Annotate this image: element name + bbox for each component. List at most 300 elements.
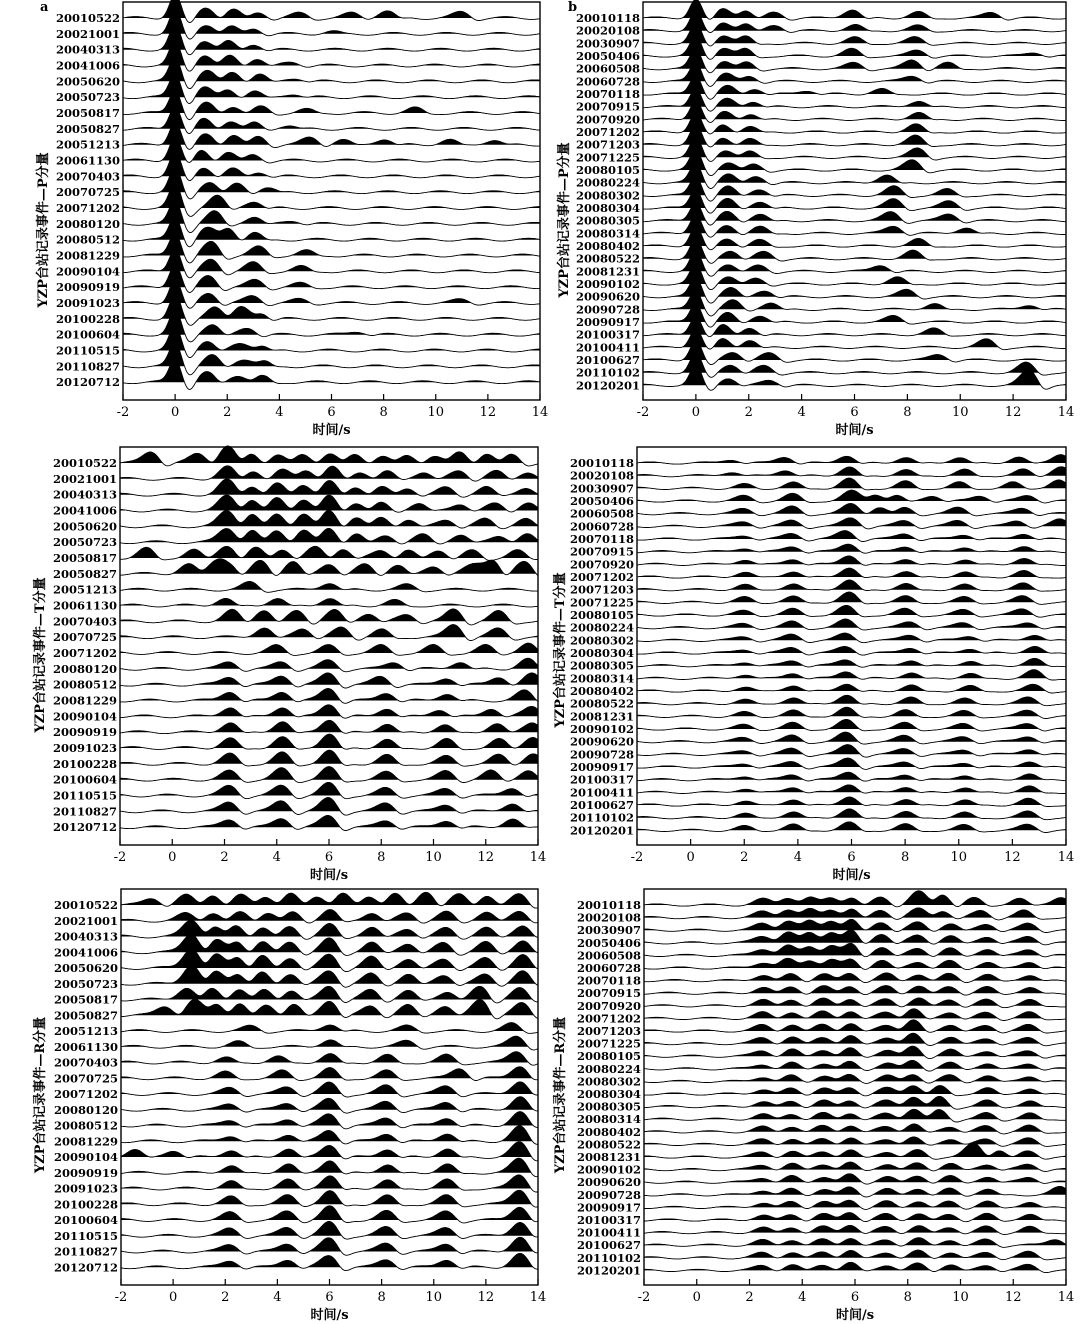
y-axis-title: YZP台站记录事件—T分量: [553, 572, 568, 728]
x-tick-label: -2: [630, 850, 644, 865]
x-tick-label: 2: [223, 405, 232, 420]
event-label: 20090919: [53, 1165, 118, 1180]
x-tick-label: 6: [327, 405, 336, 420]
event-label: 20071202: [569, 570, 634, 584]
event-label: 20070920: [576, 998, 641, 1013]
trace-fill: [123, 167, 540, 192]
event-label: 20070118: [575, 87, 640, 101]
trace-fill: [121, 1175, 538, 1189]
event-label: 20081229: [52, 693, 117, 708]
event-label: 20030907: [576, 923, 641, 938]
trace-fill: [643, 190, 1066, 208]
event-label: 20070920: [575, 112, 640, 127]
event-label: 20120201: [569, 823, 634, 838]
x-tick-label: 12: [1004, 405, 1022, 420]
trace-fill: [643, 341, 1066, 360]
trace-fill: [643, 329, 1066, 347]
trace-line: [643, 251, 1066, 276]
trace-fill: [123, 122, 540, 145]
x-axis-title: 时间/s: [312, 423, 351, 438]
event-label: 20080314: [575, 226, 640, 241]
event-label: 20050620: [53, 961, 118, 975]
trace-fill: [121, 1237, 538, 1251]
trace-fill: [123, 152, 540, 176]
x-tick-label: 0: [168, 1290, 178, 1305]
trace-line: [123, 167, 540, 199]
x-tick-label: 0: [686, 850, 695, 865]
panels: [32, 0, 1074, 1323]
x-tick-label: 6: [324, 850, 334, 865]
trace-fill: [123, 233, 540, 255]
event-label: 20080305: [575, 213, 640, 228]
event-label: 20051213: [52, 582, 117, 597]
x-tick-label: 12: [477, 1290, 495, 1305]
event-label: 20100604: [53, 1213, 118, 1227]
trace-fill: [120, 528, 538, 542]
event-label: 20040313: [55, 42, 120, 57]
trace-fill: [120, 720, 538, 732]
trace-fill: [121, 1082, 538, 1094]
event-label: 20070725: [53, 1071, 118, 1086]
event-label: 20090919: [55, 280, 120, 295]
trace-fill: [120, 495, 538, 510]
trace-fill: [644, 1109, 1066, 1119]
event-label: 20050620: [52, 519, 117, 534]
panel-letter-a: a: [40, 0, 49, 15]
event-label: 20090104: [53, 1150, 118, 1164]
trace-fill: [121, 1222, 538, 1236]
trace-line: [123, 0, 540, 23]
x-tick-label: 6: [847, 850, 856, 865]
trace-fill: [123, 74, 540, 97]
y-axis-title: YZP台站记录事件—P分量: [36, 152, 51, 308]
event-label: 20060728: [575, 74, 640, 89]
event-label: 20070725: [55, 185, 120, 200]
trace-fill: [644, 973, 1066, 981]
event-label: 20080512: [52, 677, 117, 692]
x-axis-title: 时间/s: [835, 423, 874, 438]
event-label: 20071202: [575, 125, 640, 139]
trace-line: [123, 137, 540, 163]
x-tick-label: 14: [529, 1290, 547, 1305]
trace-fill: [644, 1225, 1066, 1232]
event-label: 20090917: [569, 760, 634, 774]
trace-line: [643, 150, 1066, 175]
x-tick-label: 10: [425, 850, 442, 865]
event-label: 20050827: [53, 1008, 118, 1023]
event-label: 20061130: [52, 598, 117, 613]
trace-fill: [123, 326, 540, 351]
event-label: 20120712: [55, 375, 120, 390]
event-label: 20050817: [52, 551, 117, 565]
x-tick-label: 8: [900, 850, 910, 865]
event-label: 20021001: [52, 471, 117, 486]
x-tick-label: 0: [691, 405, 701, 420]
trace-fill: [643, 215, 1066, 233]
trace-line: [643, 277, 1066, 303]
trace-line: [643, 317, 1066, 337]
event-label: 20080522: [576, 1137, 641, 1152]
event-label: 20061130: [55, 153, 120, 168]
event-label: 20071202: [52, 646, 117, 660]
trace-fill: [123, 279, 540, 303]
trace-fill: [637, 605, 1066, 615]
x-tick-label: 2: [744, 405, 753, 420]
trace-fill: [643, 101, 1066, 119]
event-label: 20050723: [53, 976, 118, 991]
plot-frame: [123, 2, 540, 400]
event-label: 20050817: [55, 106, 120, 120]
event-label: 20080224: [575, 175, 640, 190]
trace-fill: [120, 510, 538, 526]
event-label: 20041006: [55, 58, 120, 73]
trace-line: [643, 341, 1066, 365]
trace-line: [643, 190, 1066, 213]
event-label: 20071225: [569, 595, 634, 610]
event-label: 20070403: [55, 169, 120, 184]
event-label: 20050827: [52, 566, 117, 581]
event-label: 20080512: [53, 1118, 118, 1133]
trace-line: [643, 353, 1066, 377]
event-label: 20010522: [53, 898, 118, 912]
event-label: 20020108: [575, 23, 640, 38]
event-label: 20081231: [569, 709, 634, 724]
event-label: 20080402: [569, 684, 634, 698]
event-label: 20050723: [55, 90, 120, 105]
event-label: 20090102: [575, 277, 640, 291]
x-tick-label: 2: [221, 1290, 230, 1305]
trace-fill: [120, 734, 538, 748]
y-axis-title: YZP台站记录事件—P分量: [557, 142, 572, 298]
panel-b-R: [552, 889, 1074, 1323]
event-label: 20080304: [576, 1087, 641, 1101]
trace-fill: [643, 150, 1066, 170]
event-label: 20100604: [52, 772, 117, 787]
trace-fill: [643, 291, 1066, 309]
event-label: 20091023: [52, 741, 117, 755]
event-label: 20080105: [575, 163, 640, 177]
event-label: 20110515: [53, 1228, 118, 1243]
y-axis-title: YZP台站记录事件—T分量: [33, 577, 48, 733]
trace-fill: [644, 986, 1066, 994]
trace-fill: [121, 1023, 538, 1031]
trace-line: [123, 9, 540, 39]
x-tick-label: -2: [636, 405, 650, 420]
event-label: 20110515: [52, 788, 117, 803]
trace-fill: [120, 798, 538, 812]
x-tick-label: -2: [116, 405, 130, 420]
trace-fill: [123, 137, 540, 161]
trace-fill: [637, 719, 1066, 729]
event-label: 20110827: [53, 1244, 118, 1259]
event-label: 20070915: [576, 986, 641, 1001]
x-tick-label: 14: [1057, 1290, 1075, 1305]
trace-fill: [121, 1206, 538, 1220]
trace-line: [123, 217, 540, 247]
event-label: 20100627: [576, 1238, 641, 1253]
trace-line: [123, 279, 540, 308]
trace-line: [123, 359, 540, 389]
y-axis-title: YZP台站记录事件—R分量: [33, 1016, 48, 1174]
trace-line: [123, 233, 540, 263]
event-label: 20110102: [569, 810, 634, 825]
panel-b-P: [556, 0, 1074, 438]
x-tick-label: 4: [793, 850, 803, 865]
event-label: 20071225: [576, 1036, 641, 1051]
x-tick-label: 4: [272, 850, 281, 865]
trace-line: [643, 101, 1066, 122]
event-label: 20080305: [569, 658, 634, 673]
trace-fill: [123, 249, 540, 271]
trace-fill: [123, 9, 540, 33]
trace-fill: [123, 107, 540, 129]
trace-line: [643, 365, 1066, 390]
event-label: 20010522: [55, 11, 120, 25]
trace-line: [643, 329, 1066, 350]
event-label: 20100228: [55, 311, 120, 326]
event-label: 20100228: [52, 756, 117, 771]
event-label: 20051213: [55, 137, 120, 152]
x-tick-label: -2: [637, 1290, 651, 1305]
x-tick-label: 2: [745, 1290, 754, 1305]
event-label: 20030907: [575, 36, 640, 51]
x-tick-label: 8: [379, 405, 388, 420]
trace-fill: [644, 1020, 1066, 1031]
x-tick-label: 10: [952, 1290, 969, 1305]
x-tick-label: 4: [273, 1290, 282, 1305]
trace-line: [123, 265, 540, 293]
trace-fill: [643, 365, 1066, 385]
trace-line: [123, 200, 540, 233]
trace-fill: [121, 920, 538, 936]
event-label: 20100411: [575, 340, 640, 355]
event-label: 20080302: [575, 188, 640, 203]
x-tick-label: 10: [951, 405, 969, 420]
x-tick-label: 0: [692, 1290, 701, 1305]
event-label: 20050723: [52, 535, 117, 550]
x-tick-label: 2: [220, 850, 229, 865]
event-label: 20090728: [575, 302, 640, 317]
trace-fill: [643, 163, 1066, 182]
trace-fill: [120, 625, 538, 638]
x-tick-label: -2: [113, 850, 127, 865]
trace-fill: [637, 490, 1066, 501]
trace-line: [643, 291, 1066, 316]
event-label: 20110102: [576, 1250, 641, 1265]
trace-fill: [120, 609, 538, 621]
trace-fill: [120, 782, 538, 795]
trace-fill: [644, 1074, 1066, 1081]
trace-fill: [643, 227, 1066, 246]
event-label: 20090620: [569, 734, 634, 749]
trace-line: [643, 264, 1066, 289]
trace-line: [643, 89, 1066, 111]
trace-line: [123, 183, 540, 216]
trace-line: [123, 41, 540, 71]
x-tick-label: 12: [1004, 850, 1021, 865]
trace-fill: [123, 342, 540, 366]
event-label: 20010522: [52, 456, 117, 470]
trace-fill: [123, 57, 540, 81]
panel-letter-b: b: [568, 0, 578, 15]
event-label: 20080314: [576, 1112, 641, 1127]
trace-fill: [643, 177, 1066, 195]
trace-line: [643, 177, 1066, 201]
plot-frame: [643, 2, 1066, 400]
trace-fill: [637, 785, 1066, 792]
panel-a-T: [32, 446, 546, 883]
trace-fill: [123, 91, 540, 113]
trace-fill: [643, 125, 1066, 145]
event-label: 20050406: [576, 935, 641, 950]
event-label: 20080105: [569, 608, 634, 622]
trace-fill: [644, 1174, 1066, 1182]
event-label: 20080302: [576, 1074, 641, 1089]
trace-fill: [121, 935, 538, 953]
x-tick-label: 8: [377, 850, 386, 865]
event-label: 20040313: [53, 929, 118, 944]
event-label: 20110515: [55, 343, 120, 358]
trace-fill: [643, 264, 1066, 284]
event-label: 20030907: [569, 481, 634, 496]
event-label: 20071225: [575, 150, 640, 165]
event-label: 20120712: [52, 820, 117, 835]
x-tick-label: 14: [1057, 405, 1075, 420]
event-label: 20090102: [569, 722, 634, 736]
event-label: 20080304: [575, 201, 640, 215]
event-label: 20090728: [569, 747, 634, 762]
event-label: 20050817: [53, 992, 118, 1007]
trace-fill: [643, 277, 1066, 296]
trace-fill: [120, 750, 538, 764]
event-label: 20070920: [569, 557, 634, 572]
trace-fill: [121, 1190, 538, 1204]
trace-line: [643, 76, 1066, 99]
y-axis-title: YZP台站记录事件—R分量: [553, 1016, 568, 1174]
x-tick-label: 4: [797, 405, 806, 420]
event-label: 20100411: [576, 1225, 641, 1240]
event-label: 20090917: [576, 1200, 641, 1215]
event-label: 20090917: [575, 315, 640, 329]
x-tick-label: -2: [114, 1290, 128, 1305]
event-label: 20070118: [576, 973, 641, 988]
trace-line: [123, 342, 540, 375]
event-label: 20061130: [53, 1039, 118, 1054]
x-tick-label: 4: [275, 405, 284, 420]
event-label: 20071203: [576, 1024, 641, 1038]
event-label: 20020108: [569, 468, 634, 483]
trace-fill: [644, 1186, 1066, 1194]
trace-line: [123, 294, 540, 325]
trace-fill: [637, 556, 1066, 564]
trace-fill: [120, 689, 538, 701]
event-label: 20100317: [576, 1213, 641, 1227]
event-label: 20100604: [55, 327, 120, 342]
event-label: 20070915: [575, 99, 640, 114]
trace-fill: [644, 1096, 1066, 1106]
event-label: 20080402: [576, 1124, 641, 1139]
trace-line: [123, 310, 540, 342]
trace-fill: [643, 137, 1066, 157]
event-label: 20021001: [55, 26, 120, 41]
event-label: 20021001: [53, 913, 118, 928]
trace-line: [123, 25, 540, 55]
trace-fill: [644, 958, 1066, 968]
trace-fill: [643, 304, 1066, 322]
trace-fill: [123, 41, 540, 66]
x-tick-label: 2: [740, 850, 749, 865]
trace-fill: [121, 1142, 538, 1157]
event-label: 20080402: [575, 239, 640, 253]
trace-line: [120, 625, 538, 641]
event-label: 20070403: [52, 614, 117, 629]
event-label: 20090102: [576, 1162, 641, 1177]
x-tick-label: 12: [1004, 1290, 1022, 1305]
event-label: 20071203: [575, 137, 640, 152]
trace-line: [123, 91, 540, 120]
x-axis-title: 时间/s: [835, 1308, 875, 1323]
trace-line: [123, 57, 540, 88]
x-tick-label: 6: [325, 1290, 334, 1305]
trace-fill: [643, 239, 1066, 259]
event-label: 20071202: [576, 1011, 641, 1026]
event-label: 20090620: [575, 289, 640, 304]
event-label: 20050406: [575, 49, 640, 63]
trace-line: [123, 74, 540, 104]
trace-fill: [123, 265, 540, 288]
event-label: 20081229: [53, 1134, 118, 1149]
x-tick-label: 10: [950, 850, 968, 865]
event-label: 20090620: [576, 1175, 641, 1190]
x-tick-label: 0: [168, 850, 177, 865]
event-label: 20100317: [569, 772, 634, 787]
trace-fill: [637, 592, 1066, 602]
event-label: 20010118: [569, 456, 634, 470]
event-label: 20060508: [575, 61, 640, 76]
event-label: 20080304: [569, 646, 634, 660]
event-label: 20070403: [53, 1055, 118, 1070]
trace-line: [643, 227, 1066, 250]
trace-line: [123, 326, 540, 358]
event-label: 20050406: [569, 494, 634, 508]
event-label: 20071202: [55, 201, 120, 215]
event-label: 20090104: [55, 264, 120, 279]
panel-b-T: [552, 447, 1074, 883]
trace-fill: [644, 1046, 1066, 1056]
trace-fill: [123, 310, 540, 335]
event-label: 20081231: [576, 1150, 641, 1164]
trace-line: [643, 239, 1066, 263]
x-tick-label: 8: [903, 1290, 912, 1305]
trace-fill: [121, 966, 538, 984]
event-label: 20080120: [53, 1102, 118, 1117]
trace-fill: [123, 294, 540, 318]
x-tick-label: 8: [377, 1290, 386, 1305]
event-label: 20060728: [576, 961, 641, 975]
event-label: 20120712: [53, 1260, 118, 1275]
trace-fill: [123, 25, 540, 50]
event-label: 20090104: [52, 709, 117, 724]
event-label: 20080120: [52, 661, 117, 676]
trace-fill: [121, 910, 538, 921]
trace-line: [643, 163, 1066, 188]
trace-fill: [643, 89, 1066, 107]
event-label: 20091023: [53, 1181, 118, 1196]
trace-line: [643, 304, 1066, 327]
trace-fill: [644, 1143, 1066, 1157]
panel-a-R: [32, 889, 546, 1323]
trace-line: [643, 125, 1066, 147]
